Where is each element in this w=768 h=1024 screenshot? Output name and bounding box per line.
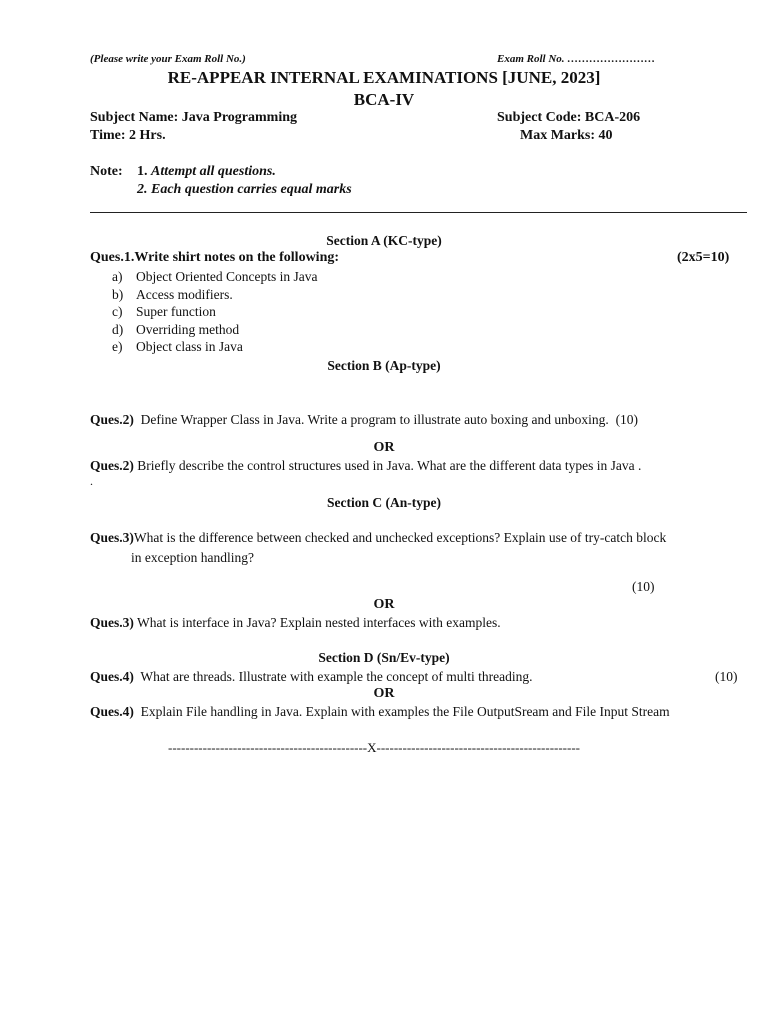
list-item: [112, 268, 317, 286]
question-1: [90, 250, 339, 266]
question-1-text: Write shirt notes on the following:: [134, 250, 340, 265]
question-4a-marks: (10): [715, 669, 738, 684]
question-3a-text: What is the difference between checked and unchecked exceptions? Explain use of try-catch block: [133, 530, 667, 545]
question-2b-text: Briefly describe the control structures used in Java. What are the different data types in Java .: [137, 458, 642, 473]
question-4a-text: What are threads. Illustrate with example the concept of multi threading.: [140, 669, 533, 684]
list-item: [112, 303, 317, 321]
question-1-label: Ques.1.: [90, 250, 135, 265]
question-3b: [90, 615, 501, 631]
subject-name-value: Java Programming: [181, 110, 297, 125]
question-3a-marks: (10): [632, 579, 655, 594]
section-c-heading: Section C (An-type): [327, 495, 441, 510]
item-text: Object class in Java: [136, 339, 243, 355]
exam-title: RE-APPEAR INTERNAL EXAMINATIONS [JUNE, 2023]: [167, 68, 601, 87]
item-letter: d): [112, 321, 124, 337]
question-3a-line-1: [90, 530, 666, 546]
time-row: [90, 128, 166, 144]
roll-number-field: Exam Roll No. ……………………: [497, 53, 656, 65]
max-marks-row: [520, 128, 613, 144]
question-2a-marks: (10): [615, 412, 639, 427]
note-label: Note:: [90, 164, 123, 179]
question-3a-label: Ques.3): [90, 530, 134, 545]
question-4b-label: Ques.4): [90, 704, 134, 719]
divider: [90, 212, 747, 213]
note-line-1: [137, 164, 276, 180]
note-line-2: 2. Each question carries equal marks: [137, 182, 352, 197]
item-letter: c): [112, 304, 123, 320]
item-text: Access modifiers.: [136, 286, 233, 302]
item-letter: b): [112, 286, 124, 302]
note-line-1-text: Attempt all questions.: [151, 164, 276, 179]
subject-name-row: [90, 110, 297, 126]
question-4b: [90, 704, 670, 720]
question-4b-text: Explain File handling in Java. Explain with examples the File OutputSream and File Input Stream: [140, 704, 670, 719]
question-3a-line-2: in exception handling?: [131, 550, 254, 565]
question-3b-label: Ques.3): [90, 615, 134, 630]
question-2a: [90, 412, 638, 428]
section-b-heading: Section B (Ap-type): [327, 358, 441, 373]
question-4a: [90, 669, 533, 685]
or-separator-1: OR: [373, 440, 395, 455]
item-text: Overriding method: [136, 321, 240, 337]
subject-name-label: Subject Name:: [90, 110, 179, 125]
section-a-heading: Section A (KC-type): [326, 233, 442, 248]
max-marks-value: 40: [598, 128, 613, 143]
or-separator-3: OR: [373, 686, 395, 701]
max-marks-label: Max Marks:: [520, 128, 596, 143]
subject-code-label: Subject Code:: [497, 110, 582, 125]
question-2b: [90, 458, 641, 474]
note-line-1-number: 1.: [137, 164, 148, 179]
roll-number-note: (Please write your Exam Roll No.): [90, 53, 246, 65]
question-2a-label: Ques.2): [90, 412, 134, 427]
item-text: Super function: [136, 304, 216, 320]
subject-code-value: BCA-206: [584, 110, 641, 125]
question-2a-text: Define Wrapper Class in Java. Write a program to illustrate auto boxing and unboxing.: [140, 412, 609, 427]
or-separator-2: OR: [373, 597, 395, 612]
stray-dot: .: [90, 474, 93, 488]
list-item: [112, 338, 317, 356]
end-of-paper-mark: ----------------------------------------------X-----------------------------------------------: [168, 740, 580, 755]
time-label: Time:: [90, 128, 126, 143]
item-letter: a): [112, 269, 123, 284]
question-1-marks: (2x5=10): [677, 250, 730, 265]
question-4a-label: Ques.4): [90, 669, 134, 684]
question-3b-text: What is interface in Java? Explain nested interfaces with examples.: [137, 615, 501, 630]
list-item: [112, 286, 317, 304]
course-code: BCA-IV: [353, 90, 415, 109]
question-2b-label: Ques.2): [90, 458, 134, 473]
item-text: Object Oriented Concepts in Java: [136, 269, 318, 284]
section-d-heading: Section D (Sn/Ev-type): [318, 650, 450, 665]
time-value: 2 Hrs.: [129, 128, 166, 143]
list-item: [112, 321, 317, 339]
question-1-items: [112, 268, 317, 356]
item-letter: e): [112, 339, 123, 355]
subject-code-row: [497, 110, 640, 126]
